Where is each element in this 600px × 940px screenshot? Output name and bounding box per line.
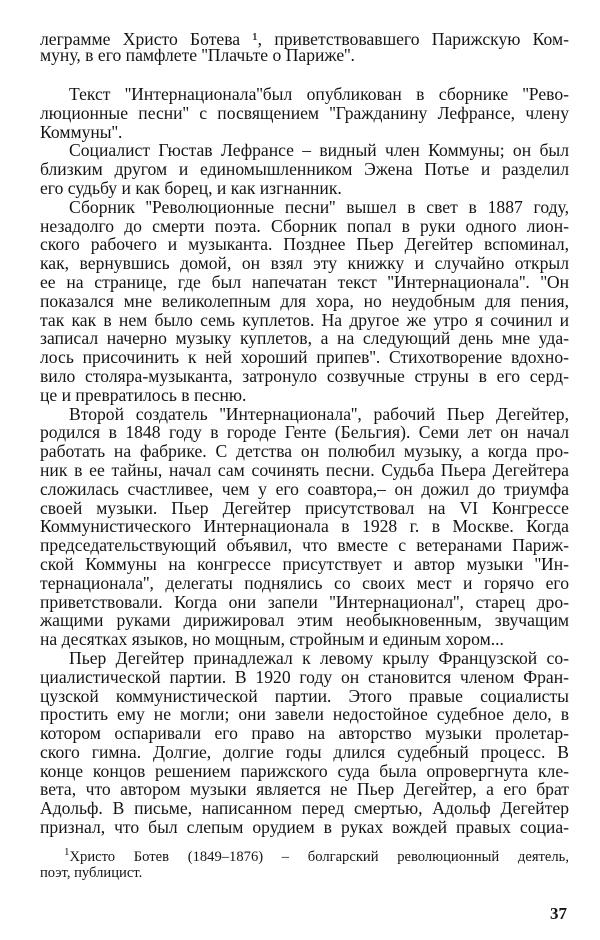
text-line: цузской коммунистической партии. Этого правые социалисты [40,685,569,706]
text-line: це и превратилось в песню. [40,384,247,405]
text-line: Коммуны''. [40,121,123,142]
paragraph [40,649,569,837]
footnote-line [40,846,569,865]
text-line: циалистической партии. В 1920 году он становится членом Фран- [40,666,569,687]
text-line: как, вернувшись домой, он взял эту книжку и случайно открыл [40,253,569,274]
text-line: приветствовали. Когда они запели ''Интернационал'', старец дро- [40,591,569,612]
text-line: незадолго до смерти поэта. Сборник попал в руки одного лион- [40,215,569,236]
text-line: Сборник ''Революционные песни'' вышел в свет в 1887 году, [69,196,569,217]
text-line: работать на фабрике. С детства он полюбил музыку, а когда про- [40,441,569,462]
text-line: Коммунистического Интернационала в 1928 г. в Москве. Когда [40,516,569,537]
paragraph [40,31,569,63]
text-line: на десятках языков, но мощным, стройным и единым хором... [40,629,504,650]
text-line: конце концов решением парижского суда была опровергнута кле- [40,760,569,781]
text-line: родился в 1848 году в городе Генте (Бельгия). Семи лет он начал [40,422,569,443]
text-line: вета, что автором музыки является не Пьер Дегейтер, а его брат [40,779,569,800]
text-line: люционные песни'' с посвящением ''Гражданину Лефрансе, члену [40,102,569,123]
text-line: вило столяра-музыканта, затронуло созвучные струны в его серд- [40,365,569,386]
text-line: ее на странице, где был напечатан текст ''Интернационала''. ''Он [40,271,569,292]
text-line: Второй создатель ''Интернационала'', рабочий Пьер Дегейтер, [69,403,569,424]
text-line: так как в нем было семь куплетов. На другое же утро я сочинил и [40,309,569,330]
text-line: ского гимна. Долгие, долгие годы длился судебный процесс. В [40,741,569,762]
paragraph [40,141,569,197]
page-number: 37 [550,904,567,923]
paragraph [40,85,569,141]
footnote-marker: 1 [64,846,70,858]
text-line: председательствующий объявил, что вместе с ветеранами Париж- [40,535,569,556]
text-line: записал начерно музыку куплетов, а на следующий день мне уда- [40,328,569,349]
text-line: показался мне великолепным для хора, но неудобным для пения, [40,290,569,311]
paragraph [40,198,569,405]
text-line: ского рабочего и музыканта. Позднее Пьер Дегейтер вспоминал, [40,234,569,255]
text-line: Текст ''Интернационала''был опубликован в сборнике ''Рево- [69,84,569,104]
footnote-line: поэт, публицист. [40,865,143,881]
text-line: простить ему не могли; они завели недостойное судебное дело, в [40,704,569,725]
text-line: муну, в его памфлете ''Плачьте о Париже''. [40,45,355,65]
text-line: Социалист Гюстав Лефрансе – видный член Коммуны; он был [69,140,569,161]
body-text [40,31,569,837]
text-line: близким другом и единомышленником Эжена Потье и разделил [40,159,569,180]
footnote [40,846,569,881]
text-line: жащими руками дирижировал этим необыкновенным, звучащим [40,610,569,631]
text-line: признал, что был слепым орудием в руках вождей правых социа- [40,817,569,838]
text-line: лось присочинить к ней хороший припев''. Стихотворение вдохно- [40,347,569,368]
text-line: котором оспаривали его право на авторство музыки пролетар- [40,723,569,744]
footnote-text: Христо Ботев (1849–1876) – болгарский революционный деятель, [69,849,569,865]
text-line: его судьбу и как борец, и как изгнанник. [40,177,342,198]
text-line: Адольф. В письме, написанном перед смертью, Адольф Дегейтер [40,798,569,819]
text-line: сложилась счастливее, чем у его соавтора,– он дожил до триумфа [40,478,569,499]
text-line: ник в ее тайны, начал сам сочинять песни. Судьба Пьера Дегейтера [40,459,569,480]
text-line: ской Коммуны на конгрессе присутствует и автор музыки ''Ин- [40,553,569,574]
text-line: леграмме Христо Ботева ¹, приветствовавшего Парижскую Ком- [40,29,569,49]
text-line: своей музыки. Пьер Дегейтер присутствовал на VI Конгрессе [40,497,569,518]
paragraph [40,405,569,649]
text-line: тернационала'', делегаты поднялись со своих мест и горячо его [40,572,569,593]
text-line: Пьер Дегейтер принадлежал к левому крылу Французской со- [69,647,569,668]
